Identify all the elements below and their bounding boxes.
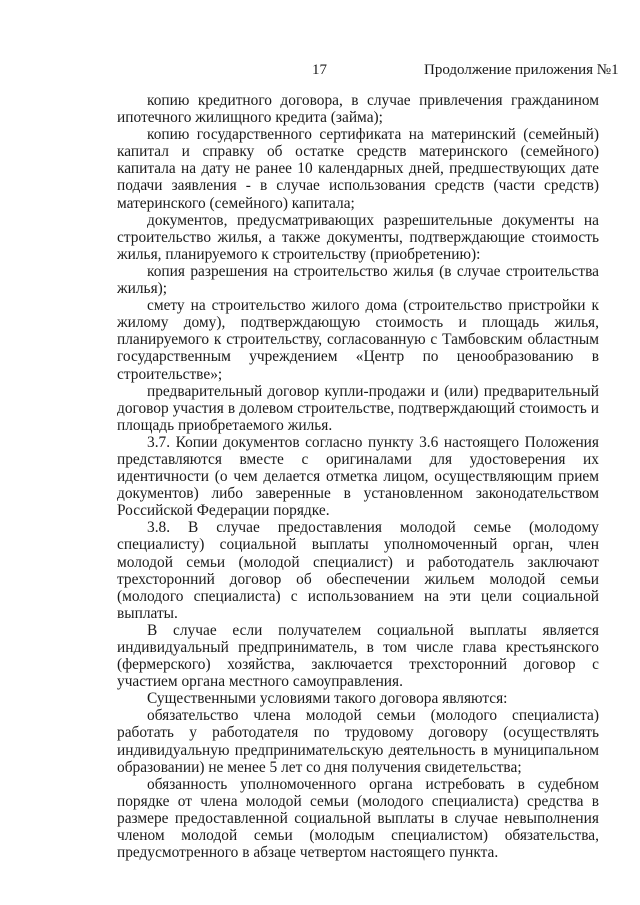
paragraph-maternity-capital: копию государственного сертификата на материнский (семейный) капитал и справку об остатке средств материнского (семейного) капитала на дату не ранее 10 календарных дней, предшествующих дате подачи заявления - в случае использования средств (части средств) материнского (семейного) капитала; <box>117 126 599 212</box>
paragraph-preliminary-contract: предварительный договор купли-продажи и (или) предварительный договор участия в долевом строительстве, подтверждающий стоимость и площадь приобретаемого жилья. <box>117 382 599 434</box>
appendix-continuation-label: Продолжение приложения №1 <box>424 62 619 78</box>
paragraph-individual-entrepreneur: В случае если получателем социальной выплаты является индивидуальный предприниматель, в том числе глава крестьянского (фермерского) хозяйства, заключается трехсторонний договор с участием органа местного самоуправления. <box>117 621 599 691</box>
paragraph-essential-conditions: Существенными условиями такого договора являются: <box>147 690 508 708</box>
page-number: 17 <box>312 62 327 78</box>
document-body <box>117 92 599 861</box>
paragraph-employment-obligation: обязательство члена молодой семьи (молодого специалиста) работать у работодателя по трудовому договору (осуществлять индивидуальную предпринимательскую деятельность в муниципальном образовании) не менее 5 лет со дня получения свидетельства; <box>117 707 599 776</box>
paragraph-recovery-obligation: обязанность уполномоченного органа истребовать в судебном порядке от члена молодой семьи (молодого специалиста) средства в размере предоставленной социальной выплаты в случае невыполнения членом молодой семьи (молодым специалистом) обязательства, предусмотренного в абзаце четвертом настоящего пункта. <box>117 775 599 862</box>
paragraph-clause-3-8: 3.8. В случае предоставления молодой семье (молодому специалисту) социальной выплаты уполномоченный орган, член молодой семьи (молодой специалист) и работодатель заключают трехсторонний договор об обеспечении жильем молодой семьи (молодого специалиста) с использованием на эти цели социальной выплаты. <box>117 519 599 622</box>
paragraph-construction-estimate: смету на строительство жилого дома (строительство пристройки к жилому дому), подтверждающую стоимость и площадь жилья, планируемого к строительству, согласованную с Тамбовским областным государственным учреждением «Центр по ценообразованию в строительстве»; <box>117 297 599 383</box>
paragraph-loan-agreement: копию кредитного договора, в случае привлечения гражданином ипотечного жилищного кредита (займа); <box>117 92 599 127</box>
paragraph-permit-documents: документов, предусматривающих разрешительные документы на строительство жилья, а также документы, подтверждающие стоимость жилья, планируемого к строительству (приобретению): <box>117 211 599 263</box>
paragraph-building-permit: копия разрешения на строительство жилья (в случае строительства жилья); <box>117 262 599 298</box>
paragraph-clause-3-7: 3.7. Копии документов согласно пункту 3.6 настоящего Положения представляются вместе с оригиналами для удостоверения их идентичности (о чем делается отметка лицом, осуществляющим прием документов) либо заверенные в установленном законодательством Российской Федерации порядке. <box>117 433 599 520</box>
